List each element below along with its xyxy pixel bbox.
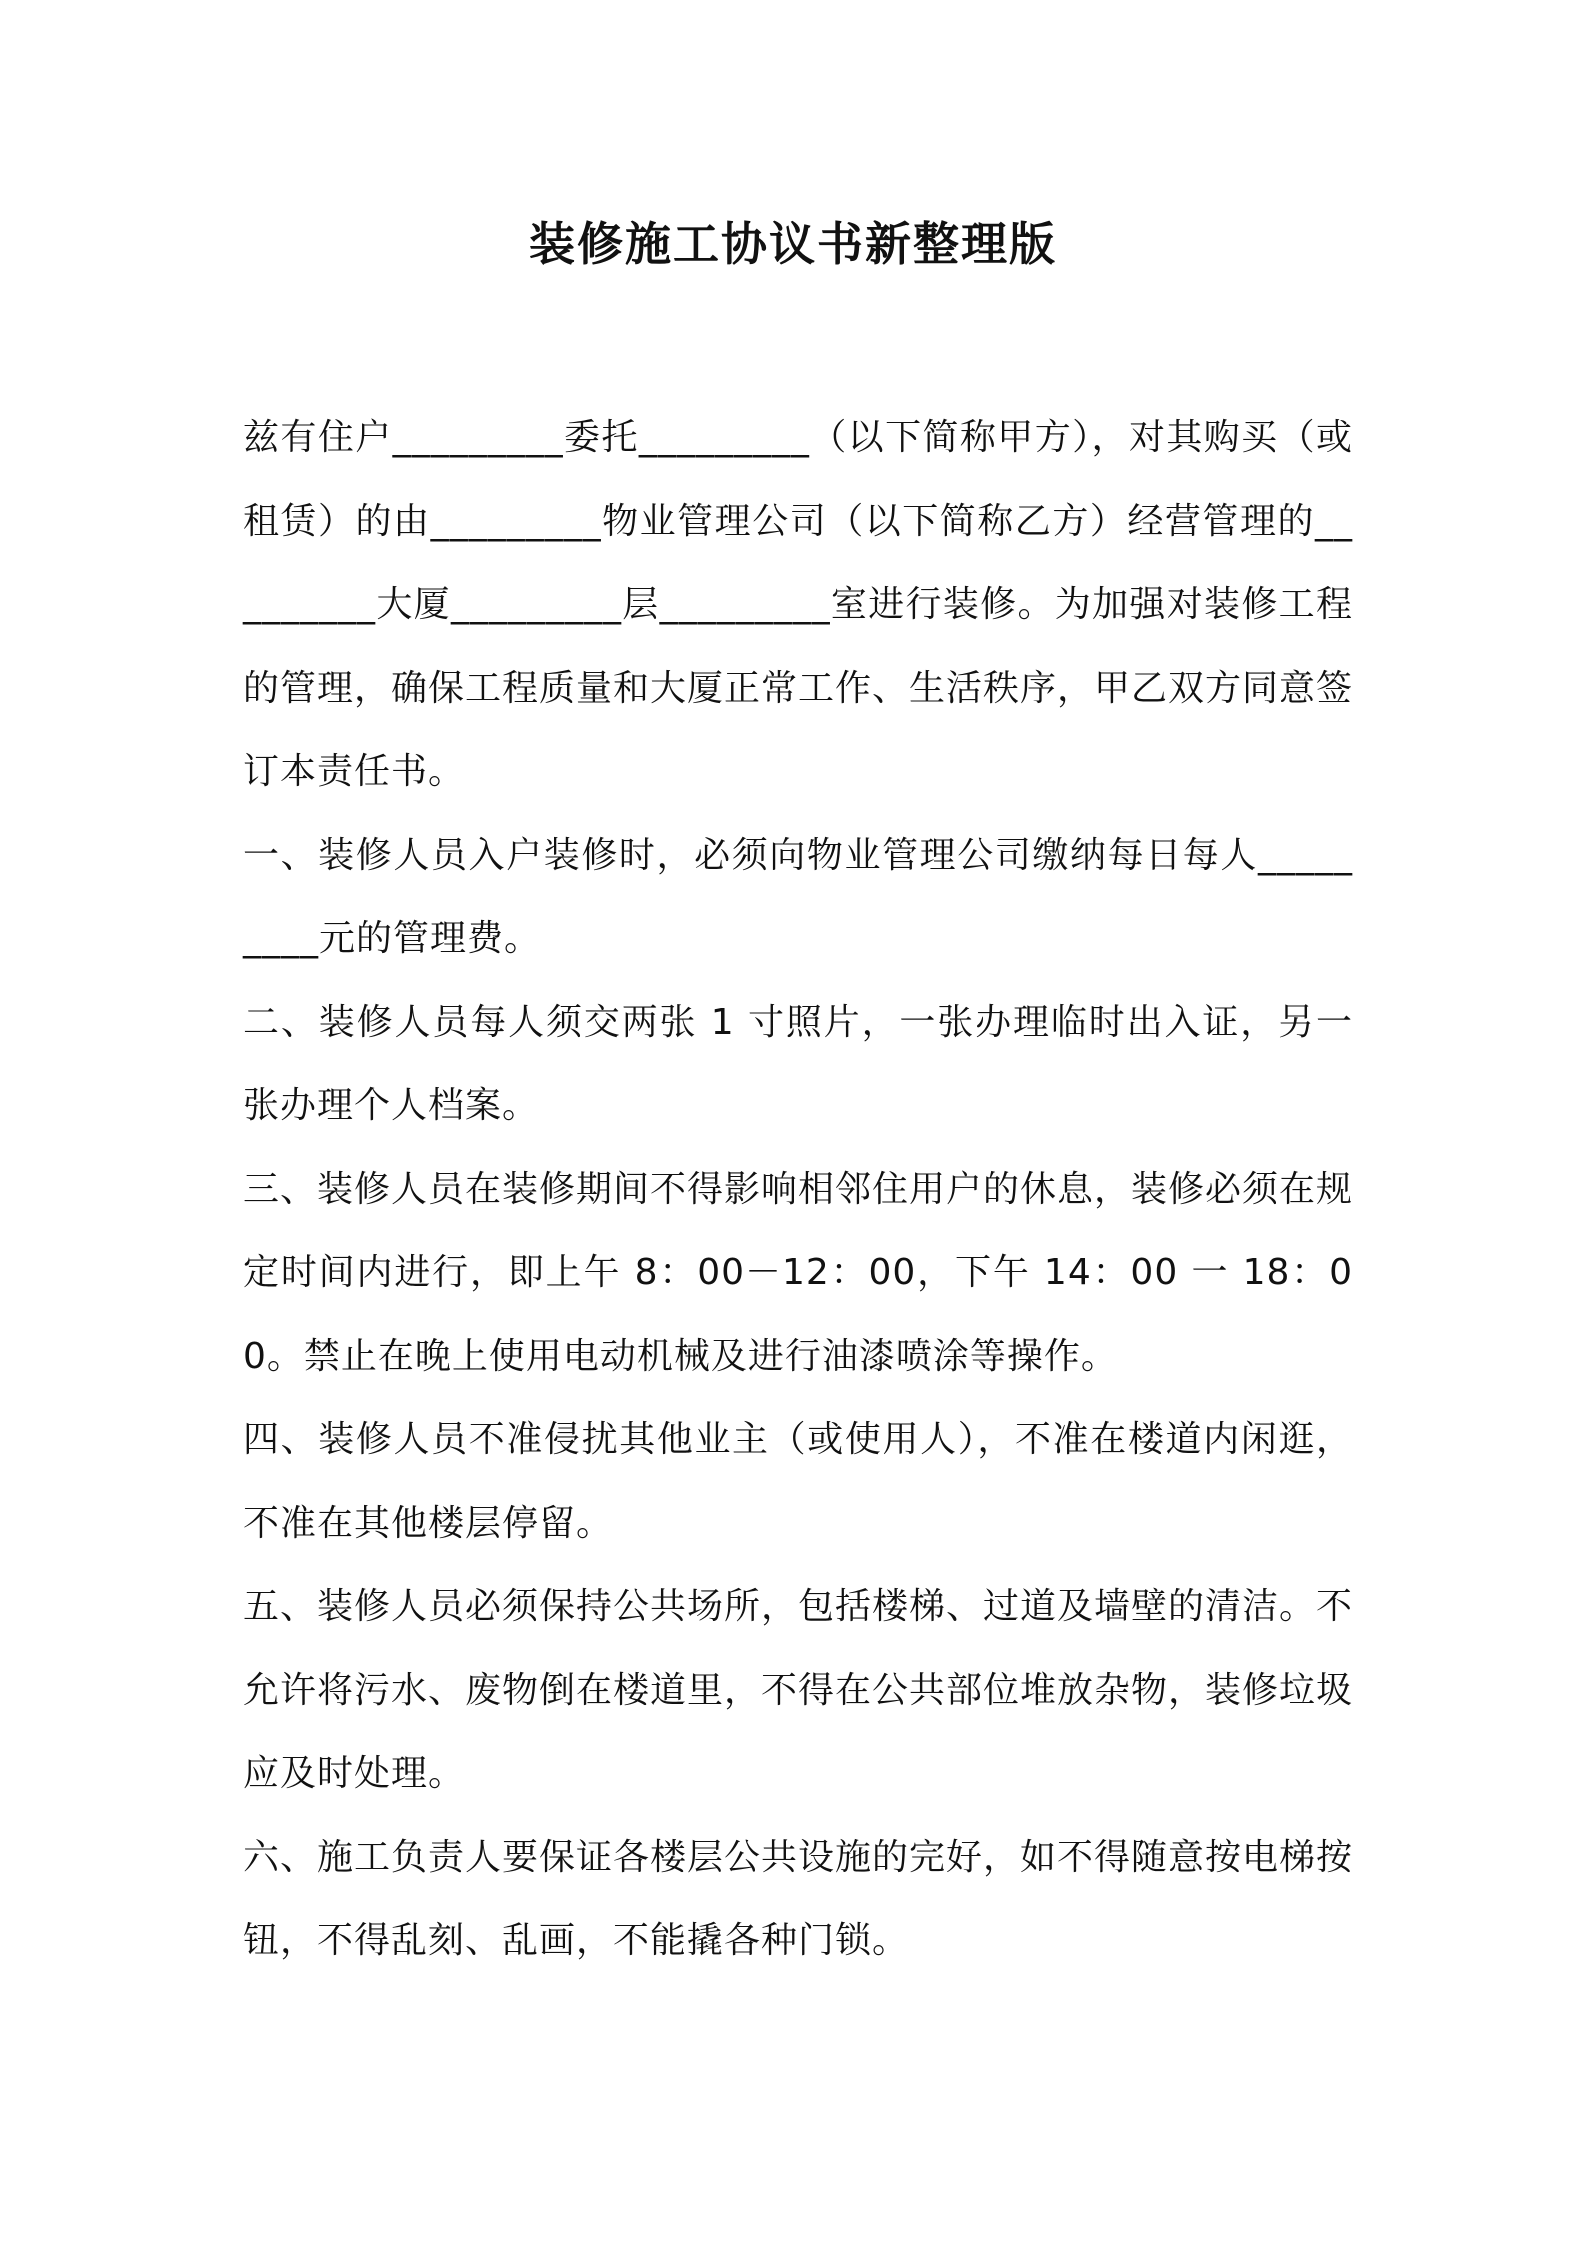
paragraph-intro: 兹有住户_________委托_________（以下简称甲方），对其购买（或租赁）的由_________物业管理公司（以下简称乙方）经营管理的_________大厦_________层_________室进行装修。为加强对装修工程的管理，确保工程质量和大厦正常工作、生活秩序，甲乙双方同意签订本责任书。 [243,417,1354,792]
paragraph-clause-4: 四、装修人员不准侵扰其他业主（或使用人），不准在楼道内闲逛，不准在其他楼层停留。 [243,1419,1353,1544]
document-title: 装修施工协议书新整理版 [529,217,1057,271]
paragraph-clause-6: 六、施工负责人要保证各楼层公共设施的完好，如不得随意按电梯按钮，不得乱刻、乱画，不能撬各种门锁。 [243,1836,1354,1961]
paragraph-clause-2: 二、装修人员每人须交两张 1 寸照片，一张办理临时出入证，另一张办理个人档案。 [243,1001,1353,1126]
document-body [243,396,1353,1983]
paragraph-clause-3: 三、装修人员在装修期间不得影响相邻住用户的休息，装修必须在规定时间内进行，即上午 8：00－12：00，下午 14：00 一 18：00。禁止在晚上使用电动机械及进行油漆喷涂等操作。 [243,1168,1354,1377]
paragraph-clause-5: 五、装修人员必须保持公共场所，包括楼梯、过道及墙壁的清洁。不允许将污水、废物倒在楼道里，不得在公共部位堆放杂物，装修垃圾应及时处理。 [243,1586,1354,1794]
paragraph-clause-1: 一、装修人员入户装修时，必须向物业管理公司缴纳每日每人_________元的管理费。 [243,834,1353,959]
